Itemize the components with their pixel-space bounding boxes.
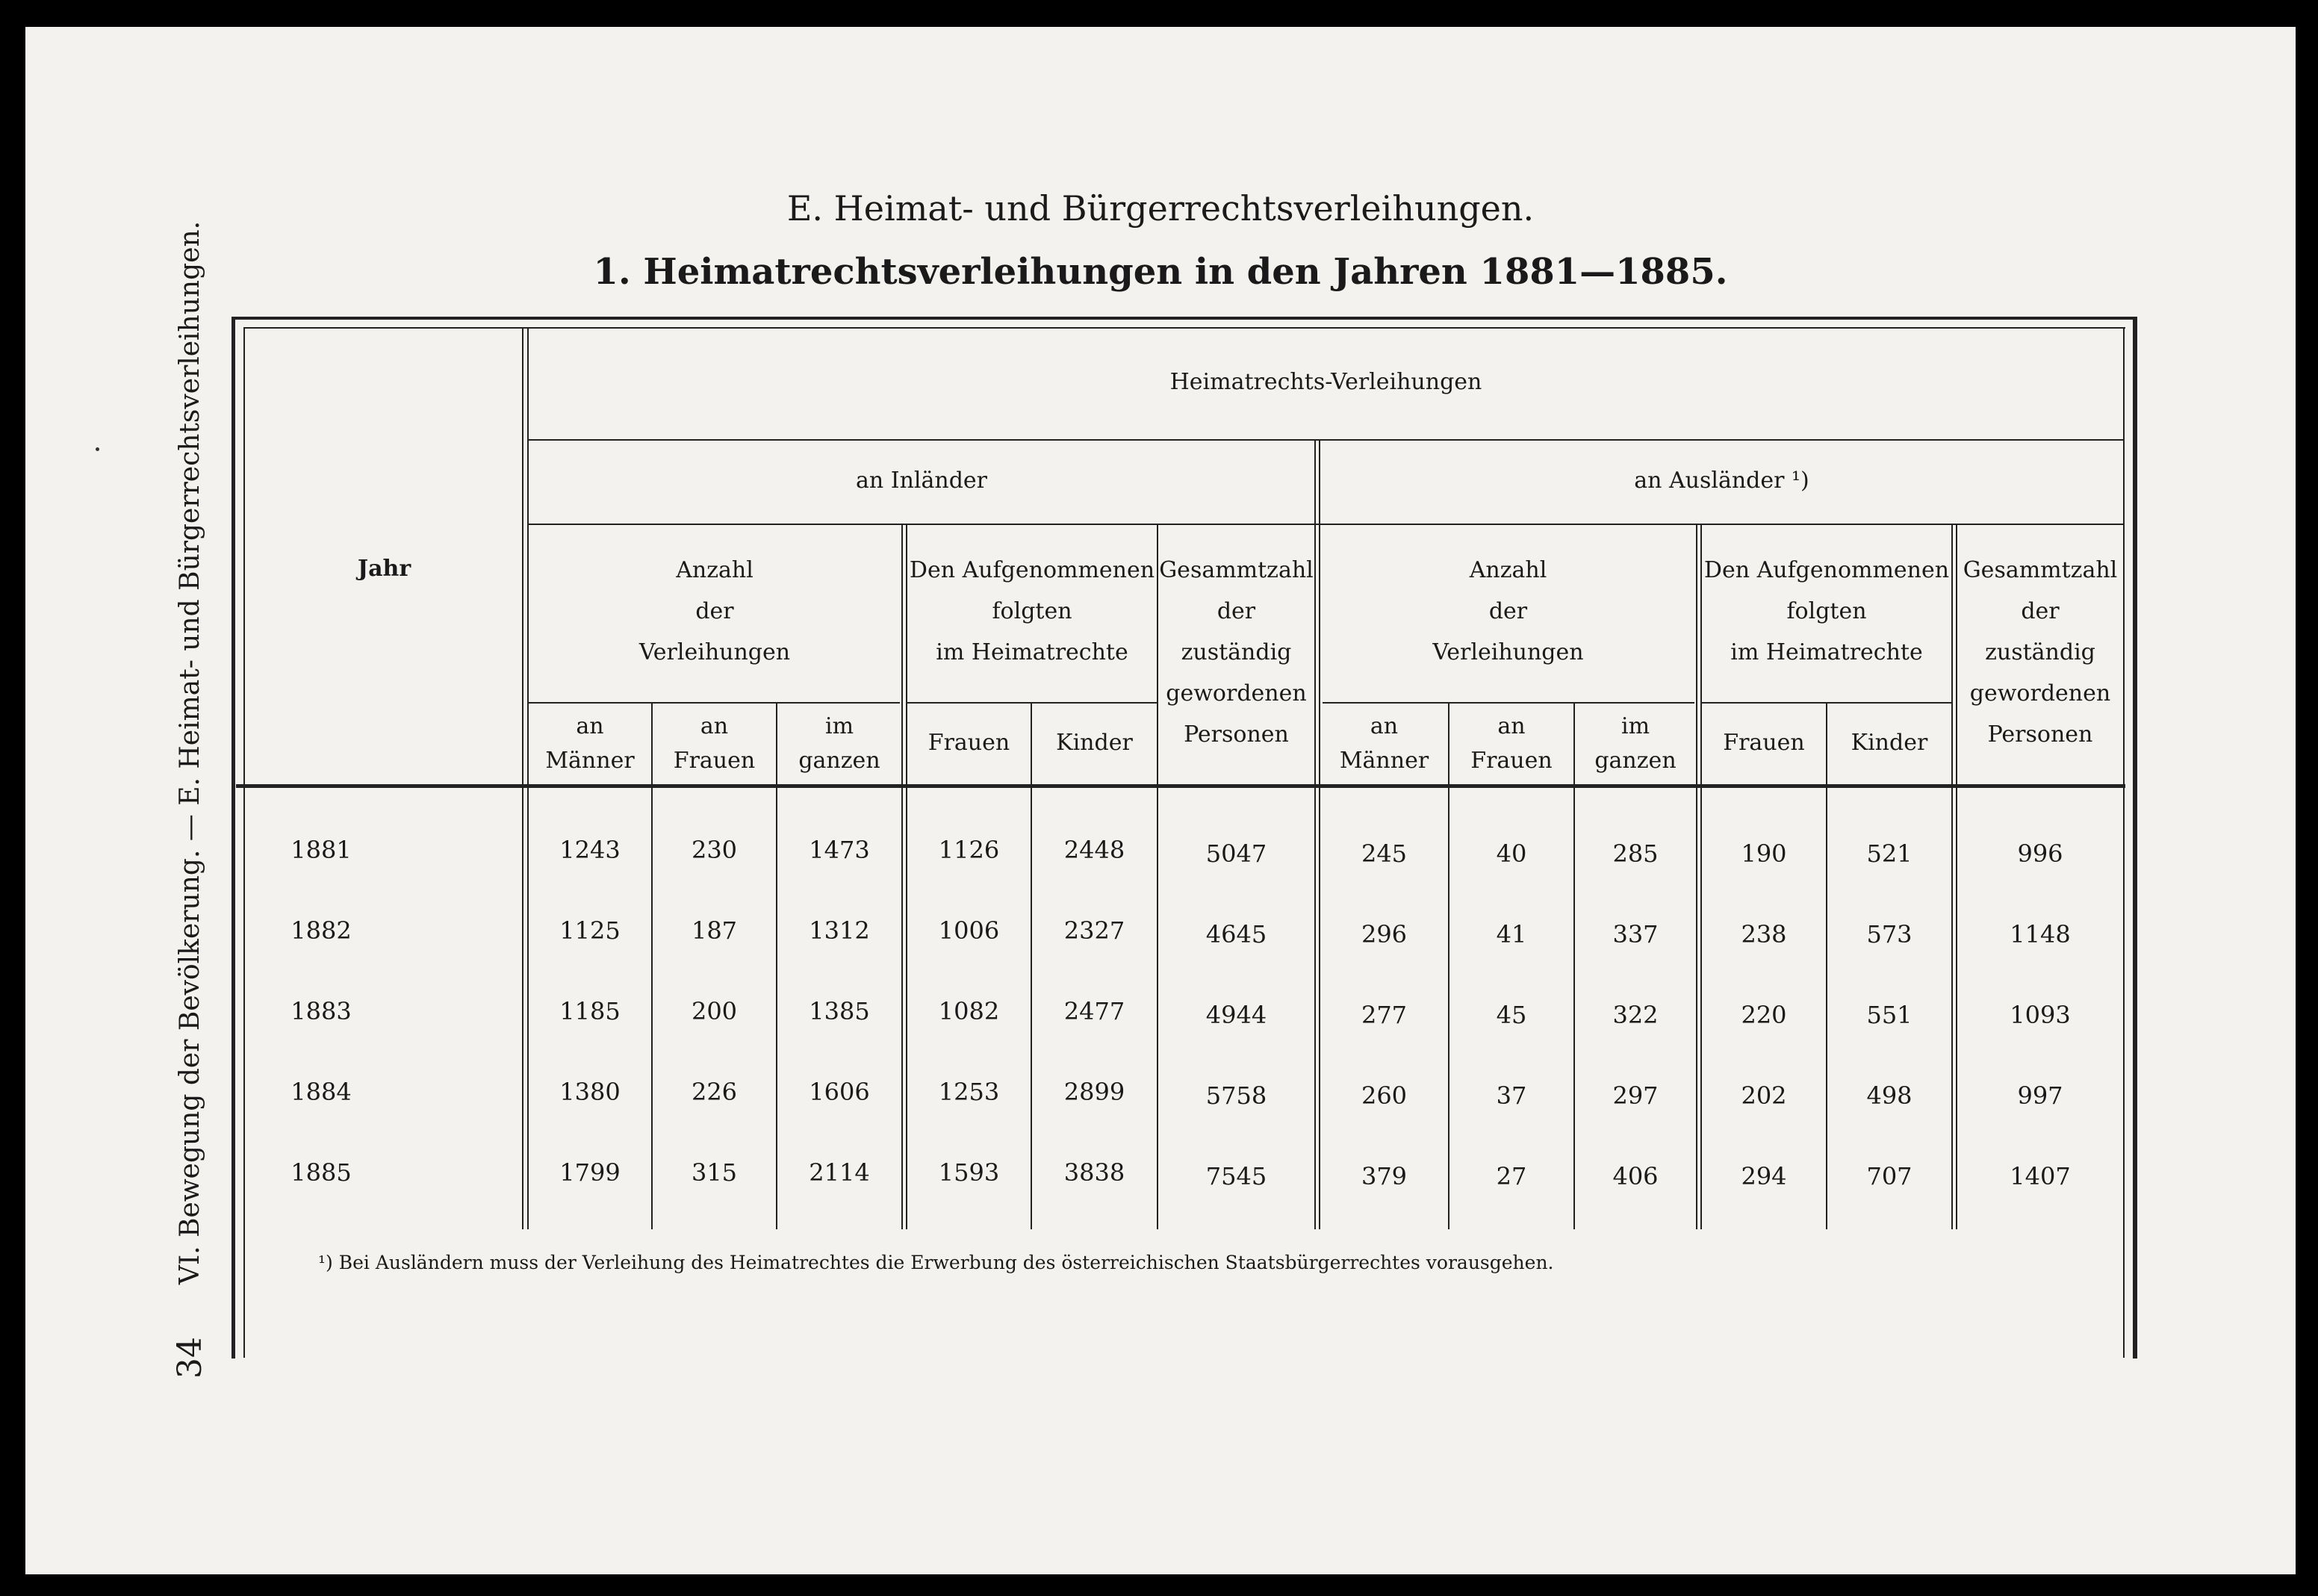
table-cell: 5047 bbox=[1205, 839, 1267, 868]
table-cell: 406 bbox=[1612, 1162, 1659, 1190]
table-cell: 45 bbox=[1496, 1001, 1527, 1029]
header-women-l1: an bbox=[1497, 713, 1526, 739]
row-year: 1885 bbox=[290, 1158, 352, 1187]
row-year: 1881 bbox=[290, 836, 352, 864]
header-men-inland bbox=[529, 709, 651, 778]
header-men-l1: an bbox=[576, 713, 604, 739]
table-cell: 220 bbox=[1741, 1001, 1787, 1029]
table-cell: 1380 bbox=[559, 1078, 621, 1106]
header-follow-inland bbox=[907, 550, 1157, 673]
row-year: 1883 bbox=[290, 997, 352, 1025]
header-follow-l2: folgten bbox=[1786, 598, 1867, 624]
header-count-l3: Verleihungen bbox=[1432, 639, 1584, 665]
header-women-l1: an bbox=[700, 713, 729, 739]
frame-inner-top bbox=[243, 327, 2125, 329]
footnote: ¹) Bei Ausländern muss der Verleihung des Heimatrechtes die Erwerbung des österreichischen Staatsbürgerrechtes vorausgehen. bbox=[318, 1252, 1554, 1273]
frame-top bbox=[232, 317, 2137, 320]
vline-sub-5 bbox=[1573, 702, 1575, 1229]
table-cell: 285 bbox=[1612, 839, 1659, 868]
header-total-l3: zuständig bbox=[1181, 639, 1292, 665]
table-cell: 707 bbox=[1866, 1162, 1912, 1190]
table-cell: 573 bbox=[1866, 920, 1912, 948]
table-cell: 41 bbox=[1496, 920, 1527, 948]
table-cell: 1185 bbox=[559, 997, 621, 1025]
table-cell: 1093 bbox=[2010, 1001, 2071, 1029]
table-cell: 1473 bbox=[809, 836, 870, 864]
table-cell: 294 bbox=[1741, 1162, 1787, 1190]
header-total-foreign bbox=[1957, 550, 2123, 755]
header-total-l4: gewordenen bbox=[1166, 680, 1307, 707]
page-number: 34 bbox=[170, 1337, 209, 1379]
table-cell: 277 bbox=[1361, 1001, 1408, 1029]
header-men-foreign bbox=[1320, 709, 1448, 778]
hline-main bbox=[528, 439, 2124, 441]
hline-sub-1 bbox=[528, 702, 900, 704]
hline-group bbox=[528, 524, 2124, 525]
table-cell: 1082 bbox=[938, 997, 1000, 1025]
table-cell: 1312 bbox=[809, 916, 870, 945]
table-cell: 187 bbox=[691, 916, 738, 945]
frame-inner-left bbox=[243, 327, 245, 1358]
frame-right bbox=[2133, 317, 2137, 1359]
table-cell: 1606 bbox=[809, 1078, 870, 1106]
table-cell: 1385 bbox=[809, 997, 870, 1025]
vline-sub-4 bbox=[1448, 702, 1449, 1229]
table-cell: 260 bbox=[1361, 1081, 1408, 1110]
statistics-table bbox=[232, 317, 2137, 1359]
table-cell: 37 bbox=[1496, 1081, 1527, 1110]
table-cell: 521 bbox=[1866, 839, 1912, 868]
vline-4 bbox=[1696, 524, 1697, 1229]
table-cell: 1253 bbox=[938, 1078, 1000, 1106]
header-year: Jahr bbox=[357, 556, 411, 582]
header-total-l5: Personen bbox=[1987, 721, 2093, 748]
header-all-foreign bbox=[1575, 709, 1696, 778]
header-total-l2: der bbox=[2021, 598, 2060, 624]
table-cell: 2477 bbox=[1063, 997, 1125, 1025]
header-men-l2: Männer bbox=[1339, 748, 1429, 774]
header-total-l1: Gesammtzahl bbox=[1963, 557, 2118, 583]
vline-sub-3 bbox=[1031, 702, 1032, 1229]
header-count-l2: der bbox=[695, 598, 734, 624]
table-cell: 297 bbox=[1612, 1081, 1659, 1110]
header-count-l1: Anzahl bbox=[676, 557, 753, 583]
vline-5 bbox=[1951, 524, 1953, 1229]
header-all-l1: im bbox=[1621, 713, 1650, 739]
table-cell: 7545 bbox=[1205, 1162, 1267, 1190]
vline-3 bbox=[1314, 439, 1316, 1229]
frame-left bbox=[232, 317, 235, 1359]
header-count-foreign bbox=[1320, 550, 1696, 673]
header-total-l2: der bbox=[1217, 598, 1256, 624]
vline-1 bbox=[901, 524, 903, 1229]
header-women-inland bbox=[653, 709, 776, 778]
vline-sub-6 bbox=[1826, 702, 1827, 1229]
header-rule bbox=[236, 784, 2125, 788]
header-women-l2: Frauen bbox=[673, 748, 756, 774]
header-follow-l2: folgten bbox=[992, 598, 1072, 624]
table-cell: 202 bbox=[1741, 1081, 1787, 1110]
table-cell: 40 bbox=[1496, 839, 1527, 868]
table-cell: 230 bbox=[691, 836, 738, 864]
table-cell: 238 bbox=[1741, 920, 1787, 948]
table-cell: 27 bbox=[1496, 1162, 1527, 1190]
running-head: VI. Bewegung der Bevölkerung. — E. Heimat- und Bürgerrechtsverleihungen. bbox=[174, 220, 205, 1285]
table-cell: 226 bbox=[691, 1078, 738, 1106]
table-cell: 551 bbox=[1866, 1001, 1912, 1029]
hline-sub-3 bbox=[1323, 702, 1694, 704]
header-follow-l3: im Heimatrechte bbox=[1730, 639, 1923, 665]
table-cell: 3838 bbox=[1063, 1158, 1125, 1187]
header-children-inland: Kinder bbox=[1056, 730, 1133, 756]
header-count-l2: der bbox=[1488, 598, 1528, 624]
table-cell: 1148 bbox=[2010, 920, 2071, 948]
table-cell: 1799 bbox=[559, 1158, 621, 1187]
header-total-l3: zuständig bbox=[1985, 639, 2095, 665]
header-follow-l3: im Heimatrechte bbox=[936, 639, 1128, 665]
table-cell: 315 bbox=[691, 1158, 738, 1187]
frame-inner-right bbox=[2123, 327, 2125, 1358]
table-cell: 379 bbox=[1361, 1162, 1408, 1190]
header-children-foreign: Kinder bbox=[1851, 730, 1928, 756]
header-all-inland bbox=[777, 709, 901, 778]
margin-text bbox=[167, 220, 212, 1379]
speck bbox=[96, 447, 99, 451]
header-follow-l1: Den Aufgenommenen bbox=[909, 557, 1155, 583]
table-cell: 1125 bbox=[559, 916, 621, 945]
row-year: 1882 bbox=[290, 916, 352, 945]
table-cell: 1407 bbox=[2010, 1162, 2071, 1190]
header-wives-inland: Frauen bbox=[927, 730, 1010, 756]
table-cell: 996 bbox=[2017, 839, 2063, 868]
header-women-l2: Frauen bbox=[1470, 748, 1553, 774]
table-cell: 498 bbox=[1866, 1081, 1912, 1110]
header-count-l3: Verleihungen bbox=[638, 639, 791, 665]
header-all-l1: im bbox=[824, 713, 854, 739]
table-cell: 4944 bbox=[1205, 1001, 1267, 1029]
header-men-l2: Männer bbox=[545, 748, 635, 774]
table-title: 1. Heimatrechtsverleihungen in den Jahren 1881—1885. bbox=[593, 251, 1728, 293]
table-cell: 2327 bbox=[1063, 916, 1125, 945]
table-cell: 4645 bbox=[1205, 920, 1267, 948]
vline-sub-2 bbox=[776, 702, 777, 1229]
table-cell: 2448 bbox=[1063, 836, 1125, 864]
table-cell: 5758 bbox=[1205, 1081, 1267, 1110]
header-foreign: an Ausländer ¹) bbox=[1634, 468, 1809, 494]
year-divider bbox=[522, 327, 523, 1229]
header-women-foreign bbox=[1449, 709, 1573, 778]
header-main: Heimatrechts-Verleihungen bbox=[1169, 369, 1482, 395]
table-cell: 1006 bbox=[938, 916, 1000, 945]
hline-sub-2 bbox=[907, 702, 1157, 704]
header-follow-foreign bbox=[1702, 550, 1951, 673]
section-title: E. Heimat- und Bürgerrechtsverleihungen. bbox=[786, 188, 1535, 229]
row-year: 1884 bbox=[290, 1078, 352, 1106]
table-cell: 1593 bbox=[938, 1158, 1000, 1187]
vline-sub-1 bbox=[651, 702, 653, 1229]
document-page bbox=[25, 27, 2296, 1574]
header-inland: an Inländer bbox=[855, 468, 987, 494]
header-wives-foreign: Frauen bbox=[1723, 730, 1805, 756]
header-total-inland bbox=[1158, 550, 1314, 755]
header-total-l5: Personen bbox=[1184, 721, 1289, 748]
table-cell: 997 bbox=[2017, 1081, 2063, 1110]
header-total-l1: Gesammtzahl bbox=[1159, 557, 1314, 583]
table-cell: 245 bbox=[1361, 839, 1408, 868]
table-cell: 2899 bbox=[1063, 1078, 1125, 1106]
table-cell: 337 bbox=[1612, 920, 1659, 948]
header-count-inland bbox=[529, 550, 901, 673]
table-cell: 200 bbox=[691, 997, 738, 1025]
header-follow-l1: Den Aufgenommenen bbox=[1703, 557, 1950, 583]
header-men-l1: an bbox=[1370, 713, 1399, 739]
header-total-l4: gewordenen bbox=[1969, 680, 2111, 707]
table-cell: 322 bbox=[1612, 1001, 1659, 1029]
table-cell: 190 bbox=[1741, 839, 1787, 868]
table-cell: 2114 bbox=[809, 1158, 870, 1187]
table-cell: 1126 bbox=[938, 836, 1000, 864]
header-all-l2: ganzen bbox=[798, 748, 880, 774]
header-all-l2: ganzen bbox=[1594, 748, 1677, 774]
table-cell: 296 bbox=[1361, 920, 1408, 948]
table-cell: 1243 bbox=[559, 836, 621, 864]
header-count-l1: Anzahl bbox=[1469, 557, 1547, 583]
